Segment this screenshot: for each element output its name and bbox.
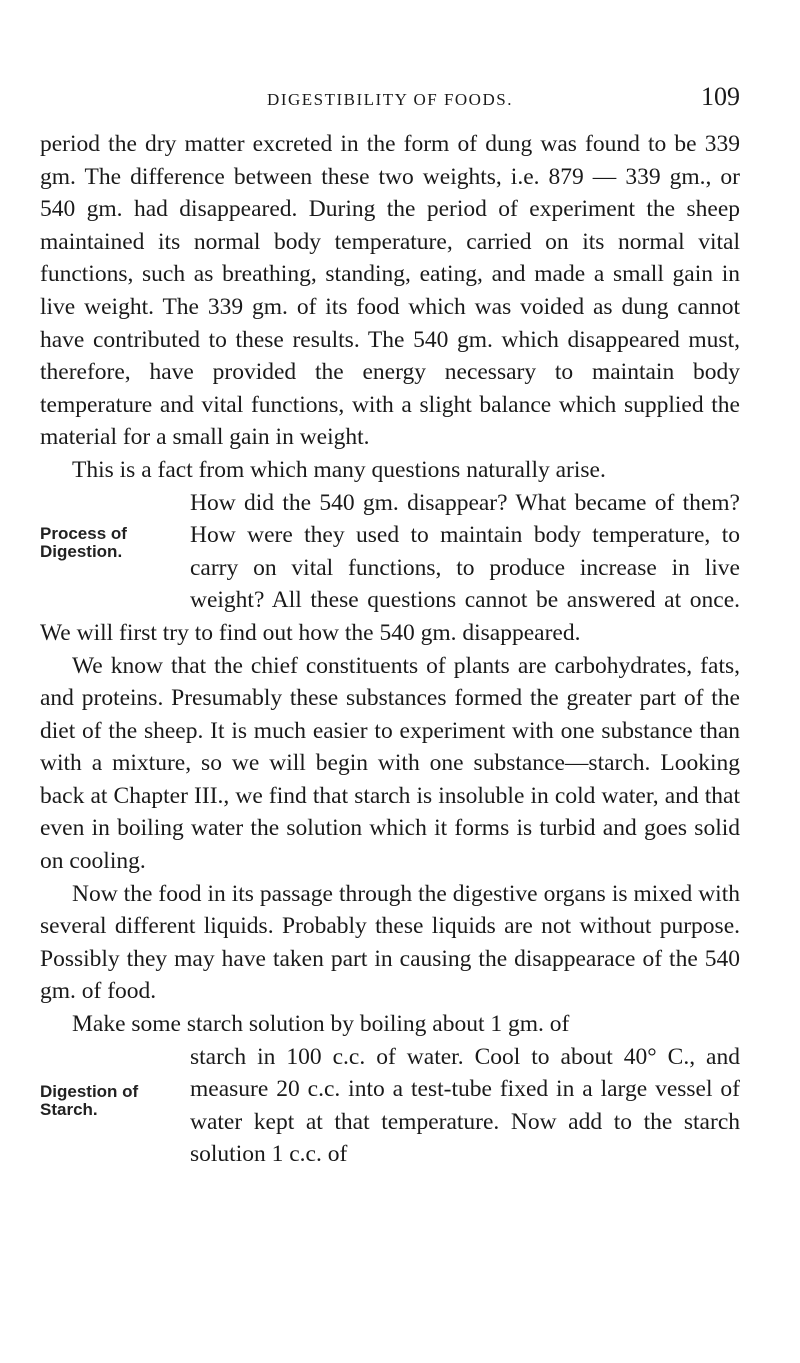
- paragraph-2-continued: How did the 540 gm. disappear? What became of them? How were they used to maintain body temperature, to carry on vital functions, to produce increase in live weight? All these questions cannot be answered at once. We will first try to find out how the 540 gm. disappeared.: [40, 489, 740, 646]
- paragraph-2-first-line: This is a fact from which many questions naturally arise.: [72, 456, 606, 483]
- paragraph-3: We know that the chief constituents of plants are carbohydrates, fats, and proteins. Presumably these substances formed the greater part of the diet of the sheep. It is much easier to experiment with one substance than with a mixture, so we will begin with one substance—starch. Looking back at Chapter III., we find that starch is insoluble in cold water, and that even in boiling water the solution which it forms is turbid and goes solid on cooling.: [40, 652, 740, 875]
- paragraph-1: period the dry matter excreted in the form of dung was found to be 339 gm. The difference between these two weights, i.e. 879 — 339 gm., or 540 gm. had disappeared. During the period of experiment the sheep maintained its normal body temperature, carried on its normal vital functions, such as breathing, standing, eating, and made a small gain in live weight. The 339 gm. of its food which was voided as dung cannot have contributed to these results. The 540 gm. which disappeared must, therefore, have provided the energy necessary to maintain body temperature and vital functions, with a slight balance which supplied the material for a small gain in weight.: [40, 131, 740, 451]
- paragraph-5-continued: starch in 100 c.c. of water. Cool to about 40° C., and measure 20 c.c. into a test-tube fixed in a large vessel of water kept at that temperature. Now add to the starch solution 1 c.c. of: [190, 1043, 740, 1168]
- page-body: [40, 128, 740, 1171]
- running-title: DIGESTIBILITY OF FOODS.: [267, 90, 513, 109]
- sidenote-digestion-of-starch: Digestion of Starch.: [40, 1081, 139, 1119]
- paragraph-4: Now the food in its passage through the digestive organs is mixed with several different liquids. Probably these liquids are not without purpose. Possibly they may have taken part in causing the disappearace of the 540 gm. of food.: [40, 880, 740, 1005]
- paragraph-5-first-line: Make some starch solution by boiling about 1 gm. of: [72, 1011, 570, 1038]
- page-number: 109: [701, 82, 740, 111]
- sidenote-process-of-digestion: Process of Digestion.: [40, 523, 127, 561]
- page-header: [40, 82, 740, 112]
